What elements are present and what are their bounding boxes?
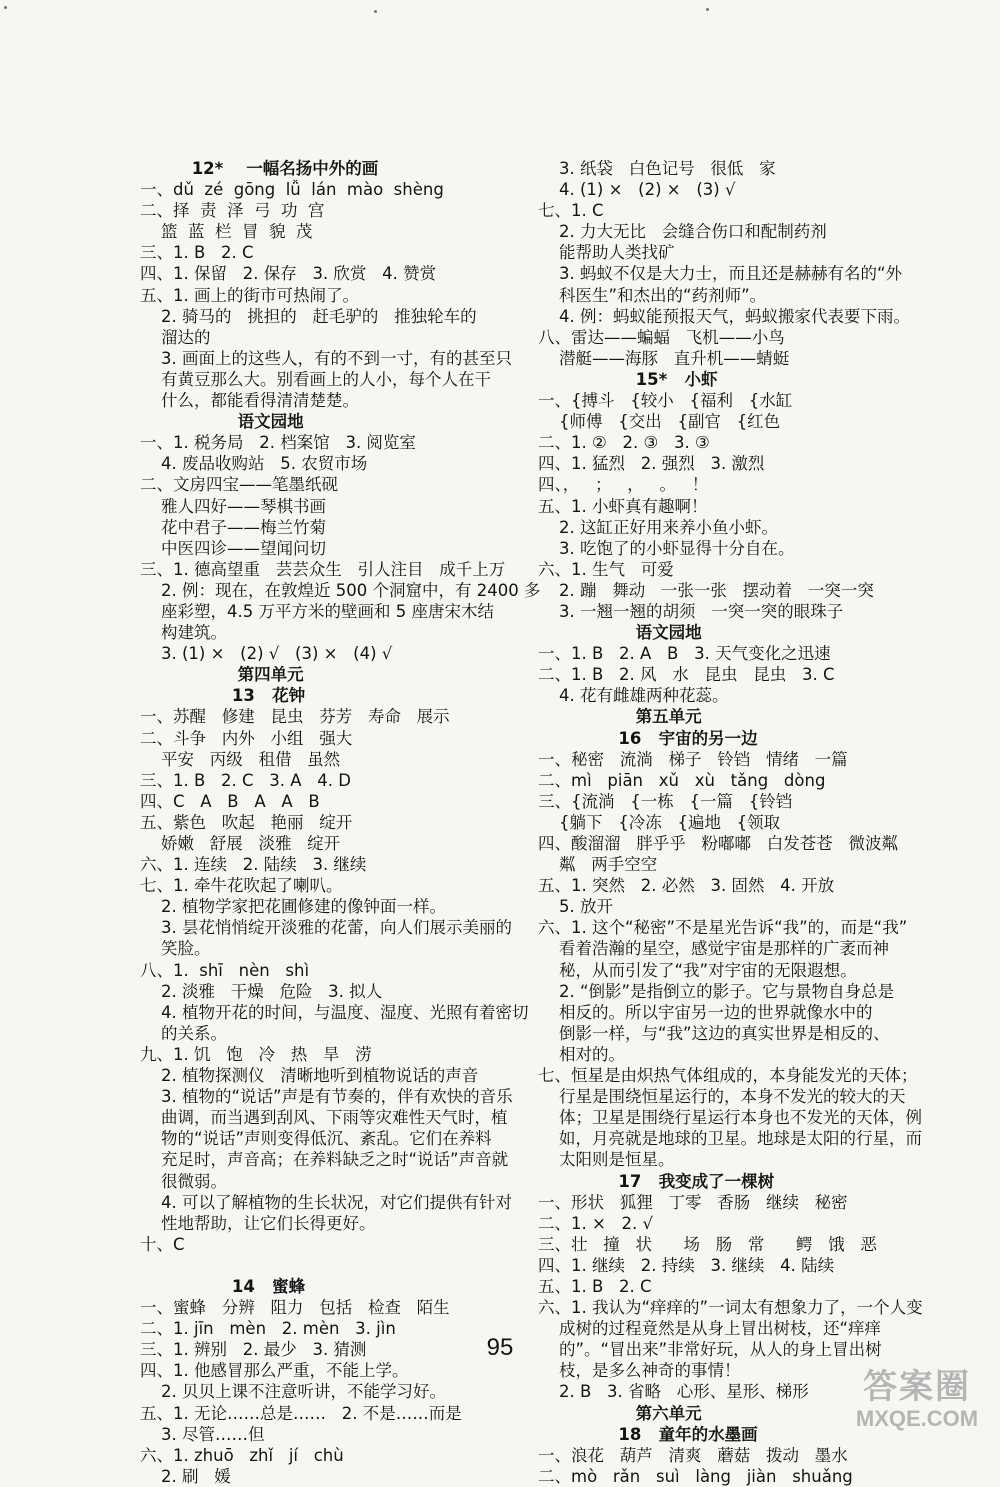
answer-line: 性地帮助，让它们长得更好。 <box>140 1213 376 1233</box>
answer-line: 五、1. 画上的街市可热闹了。 <box>140 285 359 305</box>
answer-line: 四、C A B A A B <box>140 791 320 811</box>
answer-line: 3. 纸袋 白色记号 很低 家 <box>538 159 776 178</box>
answer-column-left <box>140 158 541 1487</box>
answer-line: 二、择 责 泽 弓 功 宫 <box>140 201 325 221</box>
answer-line: 中医四诊——望闻问切 <box>140 538 326 558</box>
answer-line: 一、dǔ zé gōng lǚ lán mào shèng <box>140 180 444 200</box>
answer-line: 八、1. shī nèn shì <box>140 960 310 980</box>
answer-line: 潜艇——海豚 直升机——蜻蜓 <box>538 348 790 368</box>
section-heading: 语文园地 <box>538 623 702 643</box>
answer-line: 2. 骑马的 挑担的 赶毛驴的 推独轮车的 <box>140 306 477 326</box>
answer-line: 相反的。所以宇宙另一边的世界就像水中的 <box>538 1002 873 1022</box>
answer-line: 一、苏醒 修建 昆虫 芬芳 寿命 展示 <box>140 707 450 727</box>
answer-line: 的”。“冒出来”非常好玩，从人的身上冒出树 <box>538 1340 882 1360</box>
answer-line: {躺下 {冷冻 {遍地 {领取 <box>538 812 781 832</box>
answer-line: 二、1. × 2. √ <box>538 1213 654 1233</box>
answer-line: 七、1. 牵牛花吹起了喇叭。 <box>140 876 343 896</box>
answer-line: 5. 放开 <box>538 897 613 917</box>
answer-line: 有黄豆那么大。别看画上的人小，每个人在干 <box>140 369 491 389</box>
answer-line: 3. 昙花悄悄绽开淡雅的花蕾，向人们展示美丽的 <box>140 918 512 938</box>
section-heading: 第六单元 <box>538 1403 702 1423</box>
answer-line: 六、1. 生气 可爱 <box>538 559 674 579</box>
answer-line: 3. 尽管……但 <box>140 1424 265 1444</box>
answer-line: 枝，是多么神奇的事情！ <box>538 1361 741 1381</box>
answer-line: 六、1. 这个“秘密”不是星光告诉“我”的，而是“我” <box>538 918 908 938</box>
answer-line: 2. “倒影”是指倒立的影子。它与景物自身总是 <box>538 981 895 1001</box>
answer-line: 4. 花有雌雄两种花蕊。 <box>538 686 729 706</box>
answer-line: 构建筑。 <box>140 623 227 643</box>
answer-line: 的关系。 <box>140 1023 227 1043</box>
answer-line: 看着浩瀚的星空，感觉宇宙是那样的广袤而神 <box>538 939 889 959</box>
section-heading: 第四单元 <box>140 665 304 685</box>
answer-line: 2. 这缸正好用来养小鱼小虾。 <box>538 517 778 537</box>
answer-line: 三、1. B 2. C 3. A 4. D <box>140 770 351 790</box>
answer-line: 粼 两手空空 <box>538 855 658 875</box>
scan-speck <box>374 10 377 13</box>
watermark-logo-text: 答案圈 <box>863 1368 971 1406</box>
answer-line: 很微弱。 <box>140 1171 227 1191</box>
section-heading: 16 宇宙的另一边 <box>538 728 758 748</box>
answer-line: 3. 蚂蚁不仅是大力士，而且还是赫赫有名的“外 <box>538 264 903 284</box>
answer-line: 五、1. 无论……总是…… 2. 不是……而是 <box>140 1403 462 1423</box>
answer-line: 一、浪花 葫芦 清爽 蘑菇 拨动 墨水 <box>538 1445 848 1465</box>
site-watermark <box>842 1367 992 1431</box>
answer-line: 平安 丙级 租借 虽然 <box>140 749 341 769</box>
answer-line: 2. 刷 媛 <box>140 1466 231 1486</box>
answer-line: 什么，都能看得清清楚楚。 <box>140 391 359 411</box>
answer-line: 能帮助人类找矿 <box>538 243 675 263</box>
answer-line: 4. 植物开花的时间，与温度、湿度、光照有着密切 <box>140 1002 529 1022</box>
section-heading: 12* 一幅名扬中外的画 <box>140 159 379 178</box>
answer-column-right <box>538 158 934 1487</box>
answer-line: 一、秘密 流淌 梯子 铃铛 情绪 一篇 <box>538 749 848 769</box>
answer-line: 二、文房四宝——笔墨纸砚 <box>140 475 338 495</box>
answer-line: 六、1. zhuō zhǐ jí chù <box>140 1445 344 1465</box>
page-number: 95 <box>486 1334 514 1361</box>
answer-line: 四、1. 猛烈 2. 强烈 3. 激烈 <box>538 454 765 474</box>
answer-line: 体；卫星是围绕行星运行本身也不发光的天体，例 <box>538 1108 922 1128</box>
answer-line: 一、{搏斗 {较小 {福利 {水缸 <box>538 391 793 411</box>
answer-line: 4. 例：蚂蚁能预报天气，蚂蚁搬家代表要下雨。 <box>538 306 910 326</box>
answer-line: 物的“说话”声则变得低沉、紊乱。它们在养料 <box>140 1129 492 1149</box>
answer-line: 四、1. 他感冒那么严重，不能上学。 <box>140 1361 409 1381</box>
answer-line: 八、雷达——蝙蝠 飞机——小鸟 <box>538 327 785 347</box>
answer-line: 十、C <box>140 1234 185 1254</box>
answer-line: 九、1. 饥 饱 冷 热 旱 涝 <box>140 1044 372 1064</box>
answer-line: 五、紫色 吹起 艳丽 绽开 <box>140 812 353 832</box>
answer-line: 五、1. B 2. C <box>538 1276 652 1296</box>
answer-line: 六、1. 我认为“痒痒的”一词太有想象力了，一个人变 <box>538 1298 923 1318</box>
watermark-url: MXQE.COM <box>855 1406 979 1431</box>
section-heading: 13 花钟 <box>140 686 306 706</box>
answer-line: 2. 力大无比 会缝合伤口和配制药剂 <box>538 222 827 242</box>
answer-line: 雅人四好——琴棋书画 <box>140 496 326 516</box>
answer-line: 花中君子——梅兰竹菊 <box>140 517 326 537</box>
answer-line: 科医生”和杰出的“药剂师”。 <box>538 285 767 305</box>
answer-line: 二、mò rǎn suì làng jiàn shuǎng <box>538 1466 853 1486</box>
answer-line: 二、mì piān xǔ xù tǎng dòng <box>538 770 826 790</box>
answer-line: 曲调，而当遇到刮风、下雨等灾难性天气时，植 <box>140 1108 508 1128</box>
answer-line: 2. 植物探测仪 清晰地听到植物说话的声音 <box>140 1066 479 1086</box>
answer-line: 3. 吃饱了的小虾显得十分自在。 <box>538 538 795 558</box>
answer-line: 行星是围绕恒星运行的，本身不发光的较大的天 <box>538 1087 906 1107</box>
section-heading: 第五单元 <box>538 707 702 727</box>
answer-line: 2. 淡雅 干燥 危险 3. 拟人 <box>140 981 383 1001</box>
answer-line: 一、形状 狐狸 丁零 香肠 继续 秘密 <box>538 1192 848 1212</box>
answer-line: 秘，从而引发了“我”对宇宙的无限遐想。 <box>538 960 857 980</box>
answer-line: 五、1. 小虾真有趣啊！ <box>538 496 708 516</box>
answer-line: 笑脸。 <box>140 939 211 959</box>
answer-line: 四、1. 保留 2. 保存 3. 欣赏 4. 赞赏 <box>140 264 437 284</box>
answer-line: 一、蜜蜂 分辨 阻力 包括 检查 陌生 <box>140 1298 450 1318</box>
answer-line: 成树的过程竟然是从身上冒出树枝，还“痒痒 <box>538 1319 882 1339</box>
answer-line: 4. 可以了解植物的生长状况，对它们提供有针对 <box>140 1192 512 1212</box>
answer-line: 3. 植物的“说话”声是有节奏的，伴有欢快的音乐 <box>140 1087 513 1107</box>
answer-line: 三、{流淌 {一栋 {一篇 {铃铛 <box>538 791 793 811</box>
answer-line: 2. B 3. 省略 心形、星形、梯形 <box>538 1382 809 1402</box>
section-heading: 15* 小虾 <box>538 369 718 389</box>
answer-line: 充足时，声音高；在养料缺乏之时“说话”声音就 <box>140 1150 509 1170</box>
answer-line: 2. 植物学家把花圃修建的像钟面一样。 <box>140 897 446 917</box>
answer-line: 倒影一样，与“我”这边的真实世界是相反的、 <box>538 1023 890 1043</box>
answer-line: 4. (1) × (2) × (3) √ <box>538 180 736 200</box>
section-heading: 17 我变成了一棵树 <box>538 1171 775 1191</box>
answer-line: 四、酸溜溜 胖乎乎 粉嘟嘟 白发苍苍 微波粼 <box>538 834 898 853</box>
answer-line: 座彩塑，4.5 万平方米的壁画和 5 座唐宋木结 <box>140 601 494 621</box>
answer-line: 2. 蹦 舞动 一张一张 摆动着 一突一突 <box>538 580 874 600</box>
answer-line: 二、斗争 内外 小组 强大 <box>140 728 353 748</box>
answer-line: 六、1. 连续 2. 陆续 3. 继续 <box>140 855 367 875</box>
answer-line: 五、1. 突然 2. 必然 3. 固然 4. 开放 <box>538 876 835 896</box>
answer-line: 三、1. 辨别 2. 最少 3. 猜测 <box>140 1340 367 1360</box>
scan-speck <box>706 8 709 11</box>
answer-line: 七、1. C <box>538 201 604 221</box>
answer-line: 二、1. ② 2. ③ 3. ③ <box>538 433 710 453</box>
answer-line: 七、恒星是由炽热气体组成的，本身能发光的天体； <box>538 1066 918 1086</box>
answer-line: 如，月亮就是地球的卫星。地球是太阳的行星，而 <box>538 1129 922 1149</box>
answer-line: 一、1. B 2. A B 3. 天气变化之迅速 <box>538 644 831 664</box>
section-heading: 语文园地 <box>140 412 304 432</box>
answer-line: 三、1. 德高望重 芸芸众生 引人注目 成千上万 <box>140 559 506 579</box>
answer-line: 一、1. 税务局 2. 档案馆 3. 阅览室 <box>140 433 416 453</box>
answer-line: 4. 废品收购站 5. 农贸市场 <box>140 454 368 474</box>
answer-line: 溜达的 <box>140 327 211 347</box>
scan-speck <box>4 6 7 9</box>
answer-line: 太阳则是恒星。 <box>538 1150 675 1170</box>
section-heading: 14 蜜蜂 <box>140 1276 306 1296</box>
answer-line: 2. 例：现在，在敦煌近 500 个洞窟中，有 2400 多 <box>140 580 541 600</box>
answer-line: 四、， ； ， 。 ！ <box>538 475 709 495</box>
answer-line: 二、1. jīn mèn 2. mèn 3. jìn <box>140 1319 396 1339</box>
answer-line <box>140 1255 532 1276</box>
section-heading: 18 童年的水墨画 <box>538 1424 758 1444</box>
answer-line: 三、壮 撞 状 场 肠 常 鳄 饿 恶 <box>538 1234 877 1254</box>
answer-line: 相对的。 <box>538 1044 625 1064</box>
answer-line: 3. (1) × (2) √ (3) × (4) √ <box>140 644 393 664</box>
answer-line: 3. 画面上的这些人，有的不到一寸，有的甚至只 <box>140 348 512 368</box>
answer-line: 3. 一翘一翘的胡须 一突一突的眼珠子 <box>538 601 844 621</box>
answer-line: 娇嫩 舒展 淡雅 绽开 <box>140 834 341 853</box>
answer-line: {师傅 {交出 {副官 {红色 <box>538 412 781 432</box>
answer-line: 2. 贝贝上课不注意听讲，不能学习好。 <box>140 1382 446 1402</box>
answer-line: 二、1. B 2. 风 水 昆虫 昆虫 3. C <box>538 665 835 685</box>
answer-line: 三、1. B 2. C <box>140 243 254 263</box>
answer-line: 篮 蓝 栏 冒 貌 茂 <box>140 222 313 242</box>
answer-line: 四、1. 继续 2. 持续 3. 继续 4. 陆续 <box>538 1255 835 1275</box>
